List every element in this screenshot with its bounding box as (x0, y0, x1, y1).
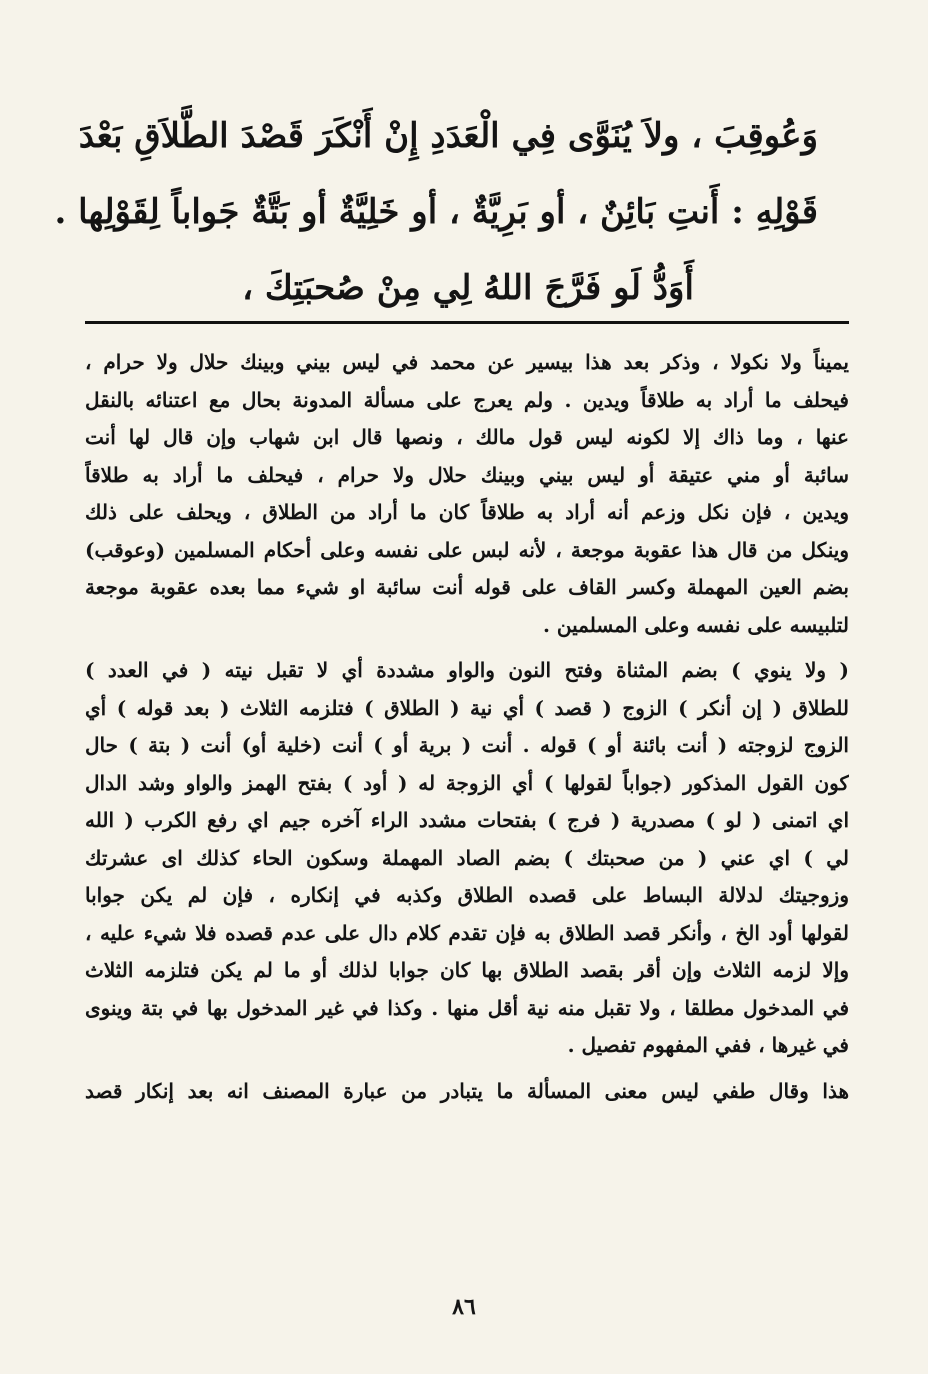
matn-line: قَوْلِهِ : أَنتِ بَائِنٌ ، أو بَرِيَّةٌ ، أو خَلِيَّةٌ أو بَتَّةٌ جَواباً لِقَوْلِها . (54, 192, 818, 232)
page-number: ٨٦ (452, 1294, 476, 1320)
commentary-paragraph (85, 652, 849, 1065)
text-line: اي اتمنى ( لو ) مصدرية ( فرج ) بفتحات مشدد الراء آخره جيم اي رفع الكرب ( الله (85, 808, 849, 832)
text-line: هذا وقال طفي ليس معنى المسألة ما يتبادر من عبارة المصنف انه بعد إنكار قصد (85, 1078, 849, 1103)
text-line: وينكل من قال هذا عقوبة موجعة ، لأنه لبس على نفسه وعلى أحكام المسلمين (وعوقب) (85, 537, 849, 562)
text-line: للطلاق ( إن أنكر ) الزوج ( قصد ) أي نية ( الطلاق ) فتلزمه الثلاث ( بعد قوله ) أي (85, 695, 849, 720)
commentary-paragraph (85, 344, 849, 644)
text-line: ( ولا ينوي ) بضم المثناة وفتح النون والواو مشددة أي لا تقبل نيته ( في العدد ) (85, 658, 849, 682)
text-line: ويدين ، فإن نكل وزعم أنه أراد به طلاقاً كان ما أراد من الطلاق ، ويحلف على ذلك (85, 500, 849, 524)
text-line: الزوج لزوجته ( أنت بائنة أو ) قوله . أنت ( برية أو ) أنت (خلية أو) أنت ( بتة ) حال (85, 733, 849, 757)
text-line: فيحلف ما أراد به طلاقاً ويدين . ولم يعرج على مسألة المدونة بحال مع اعتنائه بالنقل (85, 387, 849, 412)
matn-line: وَعُوقِبَ ، ولاَ يُنَوَّى فِي الْعَدَدِ إِنْ أَنْكَرَ قَصْدَ الطَّلاَقِ بَعْدَ (78, 116, 818, 156)
text-line: في غيرها ، ففي المفهوم تفصيل . (567, 1033, 849, 1057)
text-line: عنها ، وما ذاك إلا لكونه ليس قول مالك ، ونصها قال ابن شهاب وإن قال لها أنت (85, 425, 849, 449)
separator-rule (85, 321, 849, 324)
text-line: يميناً ولا نكولا ، وذكر بعد هذا بيسير عن محمد في ليس بيني وبينك حلال ولا حرام ، (85, 350, 849, 374)
text-line: لي ) اي عني ( من صحبتك ) بضم الصاد المهملة وسكون الحاء كذلك اى عشرتك (85, 845, 849, 870)
text-line: سائبة أو مني عتيقة أو ليس بيني وبينك حلال ولا حرام ، فيحلف ما أراد به طلاقاً (85, 462, 849, 487)
matn-line: أَوَدُّ لَو فَرَّجَ اللهُ لِي مِنْ صُحبَتِكَ ، (242, 268, 694, 308)
text-line: لتلبيسه على نفسه وعلى المسلمين . (542, 612, 849, 637)
text-line: لقولها أود الخ ، وأنكر قصد الطلاق به فإن تقدم كلام دال على عدم قصده فلا شيء عليه ، (85, 920, 849, 945)
matn-text (54, 98, 818, 326)
text-line: وزوجيتك لدلالة البساط على قصده الطلاق وكذبه في إنكاره ، فإن لم يكن جوابا (85, 883, 849, 907)
commentary-text (85, 344, 849, 1118)
text-line: كون القول المذكور (جواباً لقولها ) أي الزوجة له ( أود ) بفتح الهمز والواو وشد الدال (85, 770, 849, 795)
commentary-paragraph (85, 1073, 849, 1111)
text-line: بضم العين المهملة وكسر القاف على قوله أنت سائبة او شيء مما بعده عقوبة موجعة (85, 575, 849, 599)
text-line: في المدخول مطلقا ، ولا تقبل منه نية أقل منها . وكذا في غير المدخول بها في بتة وينوى (85, 995, 849, 1020)
text-line: وإلا لزمه الثلاث وإن أقر بقصد الطلاق بها كان جوابا لذلك أو ما لم يكن فتلزمه الثلاث (85, 958, 849, 982)
